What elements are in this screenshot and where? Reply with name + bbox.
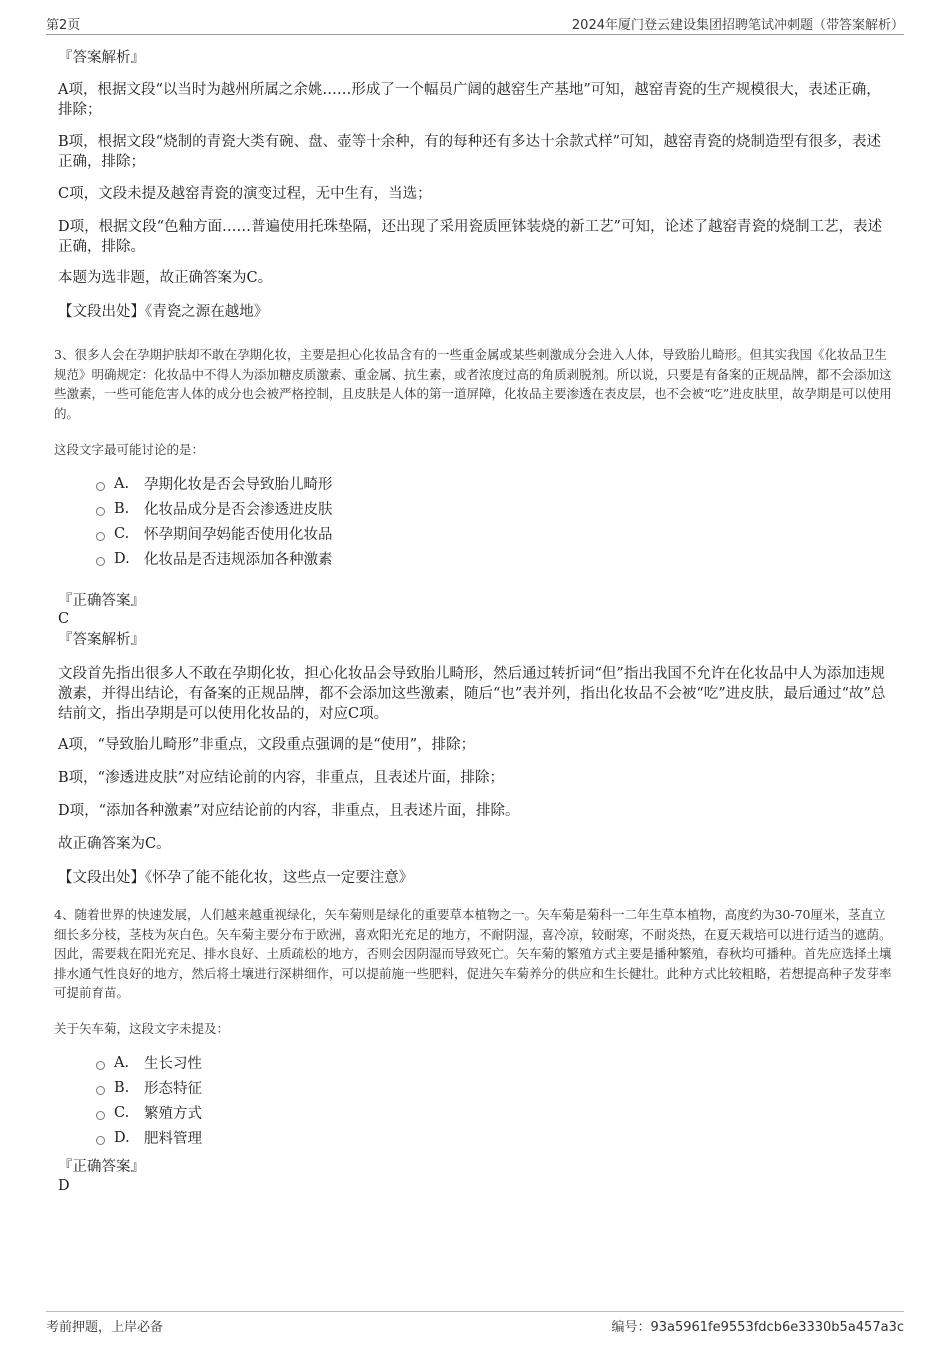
analysis-line-b: B项，“渗透进皮肤”对应结论前的内容，非重点，且表述片面，排除； <box>58 770 504 786</box>
analysis-main: 文段首先指出很多人不敢在孕期化妆，担心化妆品会导致胎儿畸形，然后通过转折词“但”指出我国不允许在化妆品中人为添加违规激素，并得出结论，有备案的正规品牌，都不会添加这些激素，随后“也”表并列，指出化妆品不会被“吃”进皮肤，最后通过“故”总结前文，指出孕期是可以使用化妆品的，对应C项。 <box>58 666 886 722</box>
analysis-line-c: C项，文段未提及越窑青瓷的演变过程，无中生有，当选； <box>58 186 432 202</box>
option-c[interactable]: C. 怀孕期间孕妈能否使用化妆品 <box>96 521 333 546</box>
analysis-line-a: A项，“导致胎儿畸形”非重点，文段重点强调的是“使用”，排除； <box>58 737 476 753</box>
radio-icon[interactable] <box>96 1111 105 1120</box>
radio-icon[interactable] <box>96 482 105 491</box>
answer-label: 『正确答案』 <box>58 1159 145 1175</box>
analysis-line-d: D项，“添加各种激素”对应结论前的内容，非重点，且表述片面，排除。 <box>58 803 520 819</box>
source-citation: 【文段出处】《青瓷之源在越地》 <box>58 304 269 320</box>
option-text: 怀孕期间孕妈能否使用化妆品 <box>144 527 333 543</box>
question-3-options <box>96 471 333 571</box>
source-citation: 【文段出处】《怀孕了能不能化妆，这些点一定要注意》 <box>58 870 414 886</box>
radio-icon[interactable] <box>96 507 105 516</box>
option-d[interactable]: D. 化妆品是否违规添加各种激素 <box>96 546 333 571</box>
radio-icon[interactable] <box>96 557 105 566</box>
option-text: 形态特征 <box>144 1081 202 1097</box>
page-header <box>46 12 904 35</box>
option-text: 生长习性 <box>144 1056 202 1072</box>
radio-icon[interactable] <box>96 1086 105 1095</box>
question-4-prompt: 关于矢车菊，这段文字未提及： <box>54 1021 230 1036</box>
analysis-label: 『答案解析』 <box>58 632 145 648</box>
analysis-conclusion: 本题为选非题，故正确答案为C。 <box>58 270 273 286</box>
radio-icon[interactable] <box>96 1061 105 1070</box>
analysis-conclusion: 故正确答案为C。 <box>58 836 171 852</box>
option-b[interactable]: B. 化妆品成分是否会渗透进皮肤 <box>96 496 333 521</box>
option-text: 化妆品是否违规添加各种激素 <box>144 552 333 568</box>
page-footer <box>46 1311 904 1338</box>
radio-icon[interactable] <box>96 532 105 541</box>
option-text: 繁殖方式 <box>144 1106 202 1122</box>
document-id: 编号：93a5961fe9553fdcb6e3330b5a457a3c <box>611 1320 904 1335</box>
option-a[interactable]: A. 生长习性 <box>96 1050 202 1075</box>
option-text: 肥料管理 <box>144 1131 202 1147</box>
answer-value: D <box>58 1178 70 1194</box>
question-4-text: 4、随着世界的快速发展，人们越来越重视绿化，矢车菊则是绿化的重要草本植物之一。矢车菊是菊科一二年生草本植物，高度约为30-70厘米，茎直立细长多分枝，茎枝为灰白色。矢车菊主要分布于欧洲，喜欢阳光充足的地方，不耐阴湿，喜冷凉，较耐寒，不耐炎热，在夏天栽培可以进行适当的遮荫。因此，需要栽在阳光充足、排水良好、土质疏松的地方，否则会因阴湿而导致死亡。矢车菊的繁殖方式主要是播种繁殖，春秋均可播种。首先应选择土壤排水通气性良好的地方，然后将土壤进行深耕细作，可以提前施一些肥料，促进矢车菊养分的供应和生长健壮。此种方式比较粗略，若想提高种子发芽率可提前育苗。 <box>54 907 892 1000</box>
answer-label: 『正确答案』 <box>58 593 145 609</box>
option-b[interactable]: B. 形态特征 <box>96 1075 202 1100</box>
option-c[interactable]: C. 繁殖方式 <box>96 1100 202 1125</box>
analysis-line-d: D项，根据文段“色釉方面……普遍使用托珠垫隔，还出现了采用瓷质匣钵装烧的新工艺”可知，论述了越窑青瓷的烧制工艺，表述正确，排除。 <box>58 219 882 255</box>
option-d[interactable]: D. 肥料管理 <box>96 1125 202 1150</box>
option-text: 化妆品成分是否会渗透进皮肤 <box>144 502 333 518</box>
question-3-text: 3、很多人会在孕期护肤却不敢在孕期化妆，主要是担心化妆品含有的一些重金属或某些刺激成分会进入人体，导致胎儿畸形。但其实我国《化妆品卫生规范》明确规定：化妆品中不得人为添加糖皮质激素、重金属、抗生素，或者浓度过高的角质剥脱剂。所以说，只要是有备案的正规品牌，都不会添加这些激素，一些可能危害人体的成分也会被严格控制，且皮肤是人体的第一道屏障，化妆品主要渗透在表皮层，也不会被“吃”进皮肤里，故孕期是可以使用的。 <box>54 347 892 421</box>
footer-slogan: 考前押题，上岸必备 <box>46 1320 164 1335</box>
analysis-line-b: B项，根据文段“烧制的青瓷大类有碗、盘、壶等十余种，有的每种还有多达十余款式样”可知，越窑青瓷的烧制造型有很多，表述正确，排除； <box>58 134 881 170</box>
analysis-label: 『答案解析』 <box>58 50 145 66</box>
question-4-options <box>96 1050 202 1150</box>
page-number: 第2页 <box>46 18 81 33</box>
radio-icon[interactable] <box>96 1136 105 1145</box>
question-3-prompt: 这段文字最可能讨论的是： <box>54 442 205 457</box>
answer-value: C <box>58 611 70 627</box>
analysis-line-a: A项，根据文段“以当时为越州所属之余姚……形成了一个幅员广阔的越窑生产基地”可知，越窑青瓷的生产规模很大，表述正确，排除； <box>58 82 881 118</box>
document-title: 2024年厦门登云建设集团招聘笔试冲刺题（带答案解析） <box>571 18 904 33</box>
option-a[interactable]: A. 孕期化妆是否会导致胎儿畸形 <box>96 471 333 496</box>
option-text: 孕期化妆是否会导致胎儿畸形 <box>144 477 333 493</box>
